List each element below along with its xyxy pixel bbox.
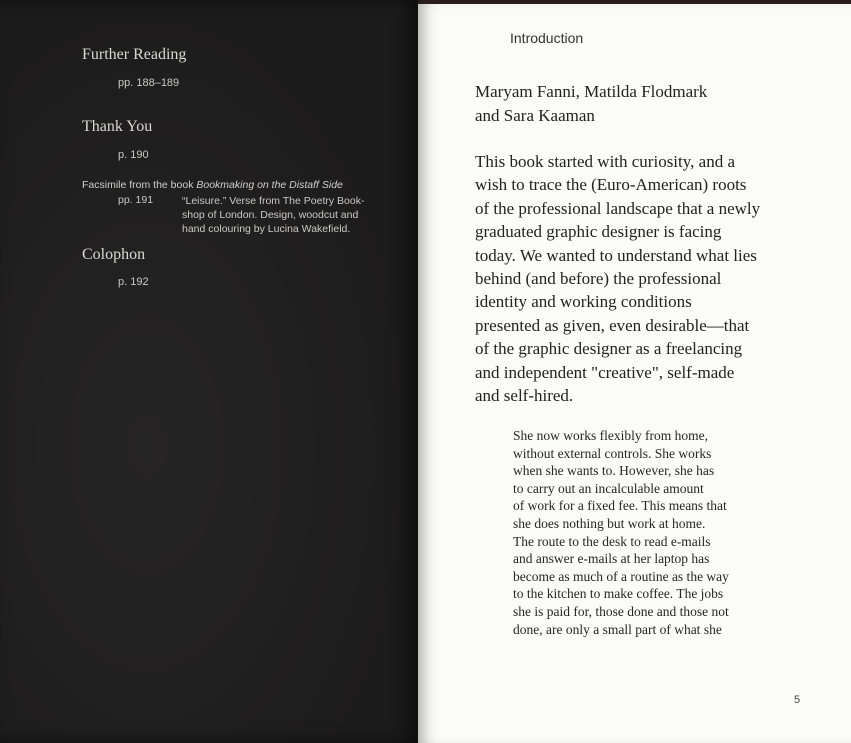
paragraph-line: presented as given, even desirable—that (475, 315, 750, 335)
facsimile-book-title: Bookmaking on the Distaff Side (196, 179, 343, 191)
facsimile-description (182, 194, 382, 236)
quote-line: to the kitchen to make coffee. The jobs (513, 586, 724, 602)
paragraph-line: and self-hired. (475, 386, 574, 406)
paragraph-line: This book started with curiosity, and a (475, 152, 735, 171)
paragraph-line: today. We wanted to understand what lies (475, 245, 757, 265)
quote-line: become as much of a routine as the way (513, 568, 729, 584)
facsimile-description-line: shop of London. Design, woodcut and (182, 209, 359, 221)
facsimile-pages: pp. 191 (118, 194, 154, 206)
quote-line: of work for a fixed fee. This means that (513, 498, 727, 514)
quote-line: she does nothing but work at home. (513, 515, 706, 531)
toc-pages-colophon: p. 192 (118, 276, 149, 288)
quote-line: to carry out an incalculable amount (513, 480, 704, 496)
block-quote (513, 427, 813, 638)
paragraph-line: and independent "creative", self-made (475, 362, 735, 382)
paragraph-line: of the graphic designer as a freelancing (475, 339, 743, 359)
quote-line: done, are only a small part of what she (513, 621, 722, 637)
toc-pages-thank-you: p. 190 (118, 149, 149, 161)
quote-line: and answer e-mails at her laptop has (513, 551, 710, 567)
facsimile-entry (82, 179, 343, 191)
toc-heading-colophon: Colophon (82, 246, 146, 263)
paragraph-line: behind (and before) the professional (475, 269, 722, 289)
quote-line: She now works flexibly from home, (513, 428, 708, 443)
author-line: Maryam Fanni, Matilda Flodmark (475, 82, 708, 101)
page-number: 5 (794, 694, 801, 706)
facsimile-prefix: Facsimile from the book (82, 179, 197, 191)
author-line: and Sara Kaaman (475, 106, 595, 125)
quote-line: she is paid for, those done and those not (513, 603, 729, 619)
paragraph-line: wish to trace the (Euro-American) roots (475, 175, 747, 195)
quote-line: without external controls. She works (513, 445, 712, 461)
facsimile-description-line: hand colouring by Lucina Wakefield. (182, 223, 351, 235)
toc-heading-thank-you: Thank You (82, 118, 153, 135)
left-page (0, 0, 418, 743)
right-page (418, 4, 851, 743)
toc-pages-further-reading: pp. 188–189 (118, 77, 180, 89)
quote-line: The route to the desk to read e-mails (513, 533, 711, 549)
toc-heading-further-reading: Further Reading (82, 46, 187, 63)
paragraph-line: identity and working conditions (475, 292, 692, 312)
intro-paragraph (475, 150, 815, 407)
paragraph-line: of the professional landscape that a newly (475, 198, 761, 218)
facsimile-description-line: “Leisure.” Verse from The Poetry Book- (182, 195, 365, 207)
running-head: Introduction (510, 30, 584, 46)
paragraph-line: graduated graphic designer is facing (475, 222, 722, 242)
author-names (475, 80, 707, 128)
quote-line: when she wants to. However, she has (513, 463, 715, 479)
